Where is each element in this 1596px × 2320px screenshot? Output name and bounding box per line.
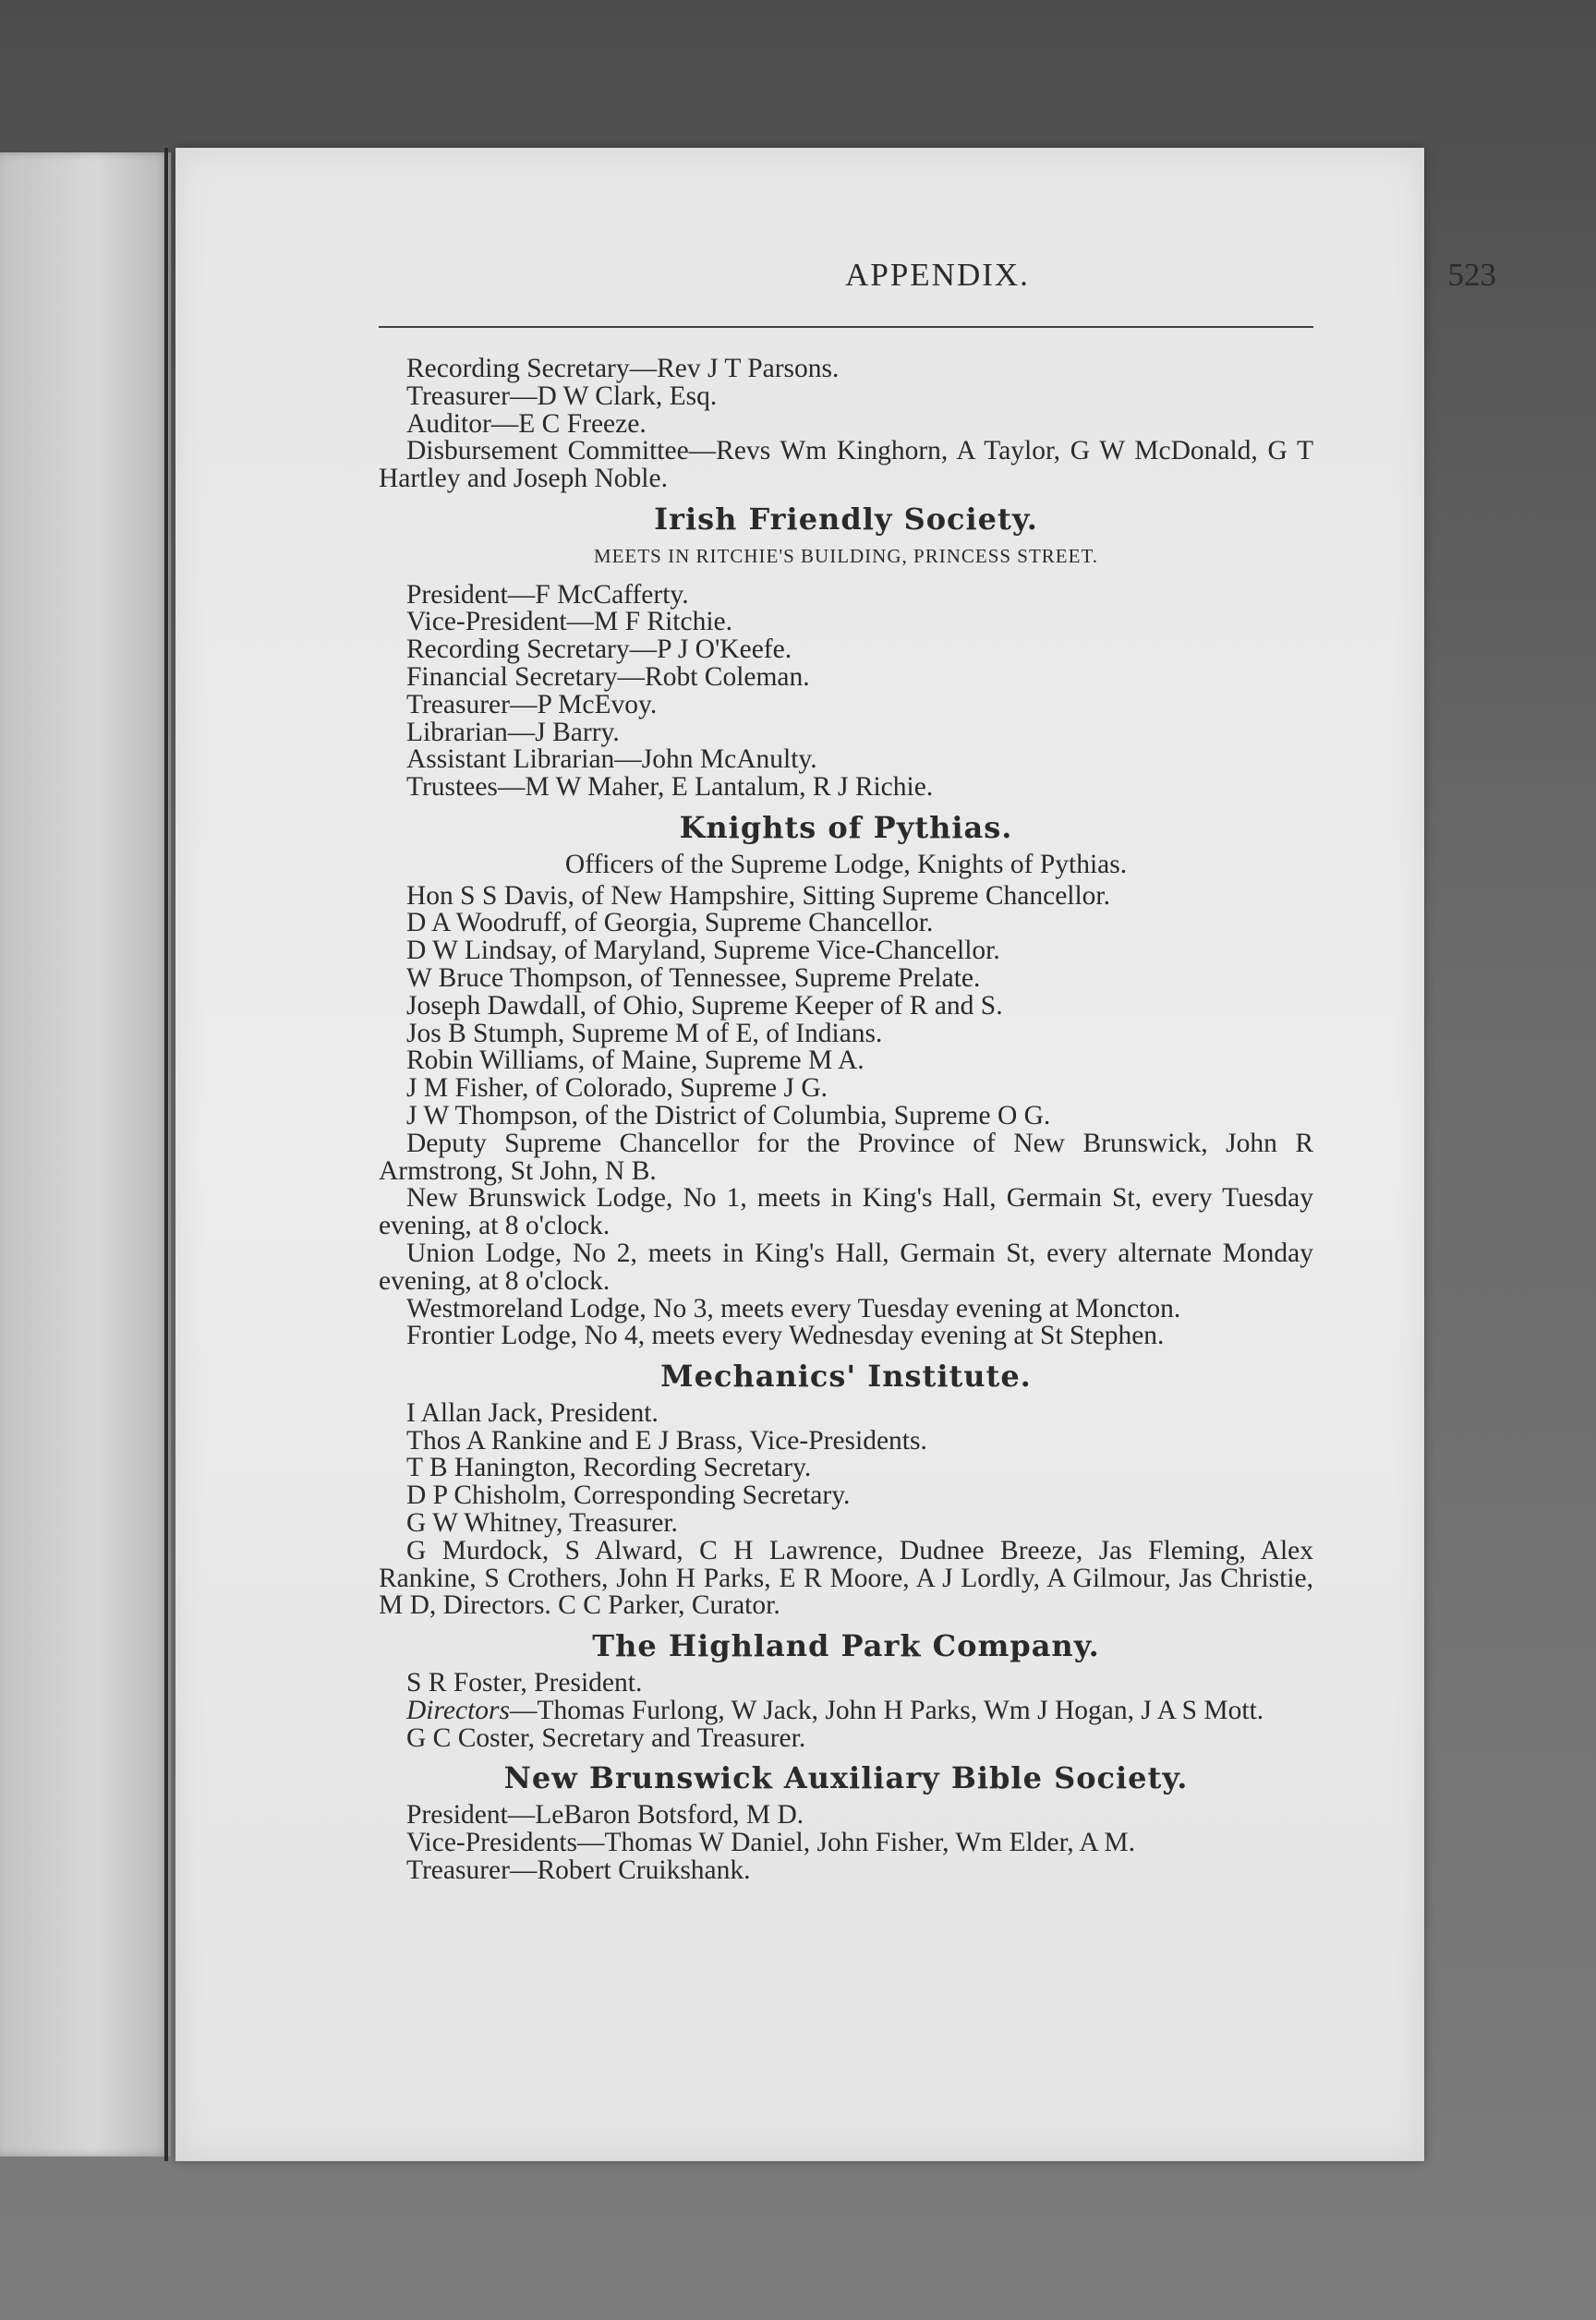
binding-gutter bbox=[164, 148, 168, 2161]
section-subheading-pythias: Officers of the Supreme Lodge, Knights of Pythias. bbox=[564, 849, 1128, 879]
book-page bbox=[175, 148, 1496, 2161]
text-line: Vice-President—M F Ritchie. bbox=[406, 607, 732, 637]
section-heading-bible: New Brunswick Auxiliary Bible Society. bbox=[503, 1760, 1189, 1796]
facing-page-edge bbox=[0, 152, 171, 2157]
text-paragraph: Deputy Supreme Chancellor for the Province of New Brunswick, John R Armstrong, St John, N B. bbox=[379, 1128, 1313, 1186]
text-line: Treasurer—Robert Cruikshank. bbox=[406, 1855, 751, 1885]
text-line: W Bruce Thompson, of Tennessee, Supreme Prelate. bbox=[406, 962, 981, 993]
section-heading-mechanics: Mechanics' Institute. bbox=[660, 1359, 1032, 1395]
text-line: D A Woodruff, of Georgia, Supreme Chancellor. bbox=[406, 908, 934, 938]
text-line: Westmoreland Lodge, No 3, meets every Tuesday evening at Moncton. bbox=[406, 1293, 1181, 1323]
text-line: Robin Williams, of Maine, Supreme M A. bbox=[406, 1045, 864, 1076]
text-line: Treasurer—D W Clark, Esq. bbox=[406, 381, 718, 411]
text-line: Thos A Rankine and E J Brass, Vice-Presidents. bbox=[406, 1425, 927, 1456]
text-line: Recording Secretary—P J O'Keefe. bbox=[406, 634, 792, 665]
directors-text: —Thomas Furlong, W Jack, John H Parks, Wm J Hogan, J A S Mott. bbox=[509, 1695, 1264, 1725]
text-line: Financial Secretary—Robt Coleman. bbox=[406, 661, 810, 692]
section-heading-highland: The Highland Park Company. bbox=[592, 1628, 1100, 1664]
text-line: Assistant Librarian—John McAnulty. bbox=[406, 744, 817, 775]
text-line: S R Foster, President. bbox=[406, 1668, 643, 1698]
text-line: D P Chisholm, Corresponding Secretary. bbox=[406, 1480, 851, 1511]
text-line: Frontier Lodge, No 4, meets every Wednesday evening at St Stephen. bbox=[406, 1321, 1165, 1351]
page-header bbox=[379, 257, 1496, 321]
text-line: G C Coster, Secretary and Treasurer. bbox=[406, 1722, 806, 1753]
text-line: President—LeBaron Botsford, M D. bbox=[406, 1800, 804, 1831]
text-line: G W Whitney, Treasurer. bbox=[406, 1508, 678, 1539]
section-heading-irish: Irish Friendly Society. bbox=[654, 501, 1038, 537]
text-line: Recording Secretary—Rev J T Parsons. bbox=[406, 354, 840, 383]
text-line: J M Fisher, of Colorado, Supreme J G. bbox=[406, 1073, 828, 1104]
text-line: Jos B Stumph, Supreme M of E, of Indians. bbox=[406, 1018, 883, 1048]
running-head: APPENDIX. bbox=[845, 257, 1030, 293]
page-number: 523 bbox=[1447, 257, 1496, 293]
header-rule bbox=[379, 326, 1313, 328]
text-line: Treasurer—P McEvoy. bbox=[406, 689, 658, 719]
text-paragraph: G Murdock, S Alward, C H Lawrence, Dudnee Breeze, Jas Fleming, Alex Rankine, S Crothers, John H Parks, E R Moore, A J Lordly, A Gilmour, Jas Christie, M D, Directors. C C Parker, Curator. bbox=[379, 1535, 1313, 1621]
text-paragraph: Disbursement Committee—Revs Wm Kinghorn, A Taylor, G W McDonald, G T Hartley and Joseph Noble. bbox=[379, 436, 1313, 494]
text-line: T B Hanington, Recording Secretary. bbox=[406, 1453, 812, 1483]
text-paragraph bbox=[379, 1695, 1313, 1725]
text-line: President—F McCafferty. bbox=[406, 579, 689, 610]
text-line: Vice-Presidents—Thomas W Daniel, John Fisher, Wm Elder, A M. bbox=[406, 1828, 1135, 1858]
text-paragraph: Union Lodge, No 2, meets in King's Hall, Germain St, every alternate Monday evening, at 8 o'clock. bbox=[379, 1238, 1313, 1296]
text-line: Trustees—M W Maher, E Lantalum, R J Richie. bbox=[406, 772, 934, 803]
text-line: I Allan Jack, President. bbox=[406, 1397, 659, 1428]
text-paragraph: New Brunswick Lodge, No 1, meets in King's Hall, Germain St, every Tuesday evening, at 8 o'clock. bbox=[379, 1183, 1313, 1241]
section-heading-pythias: Knights of Pythias. bbox=[679, 809, 1013, 845]
text-line: J W Thompson, of the District of Columbia, Supreme O G. bbox=[406, 1100, 1051, 1130]
page-content bbox=[379, 356, 1313, 1885]
text-line: D W Lindsay, of Maryland, Supreme Vice-Chancellor. bbox=[406, 936, 1000, 966]
directors-label: Directors bbox=[406, 1695, 510, 1725]
text-line: Librarian—J Barry. bbox=[406, 717, 620, 747]
text-line: Joseph Dawdall, of Ohio, Supreme Keeper of R and S. bbox=[406, 990, 1003, 1021]
text-line: Auditor—E C Freeze. bbox=[406, 408, 647, 439]
section-subheading-irish: MEETS IN RITCHIE'S BUILDING, PRINCESS STREET. bbox=[594, 544, 1098, 567]
text-line: Hon S S Davis, of New Hampshire, Sitting Supreme Chancellor. bbox=[406, 880, 1111, 911]
